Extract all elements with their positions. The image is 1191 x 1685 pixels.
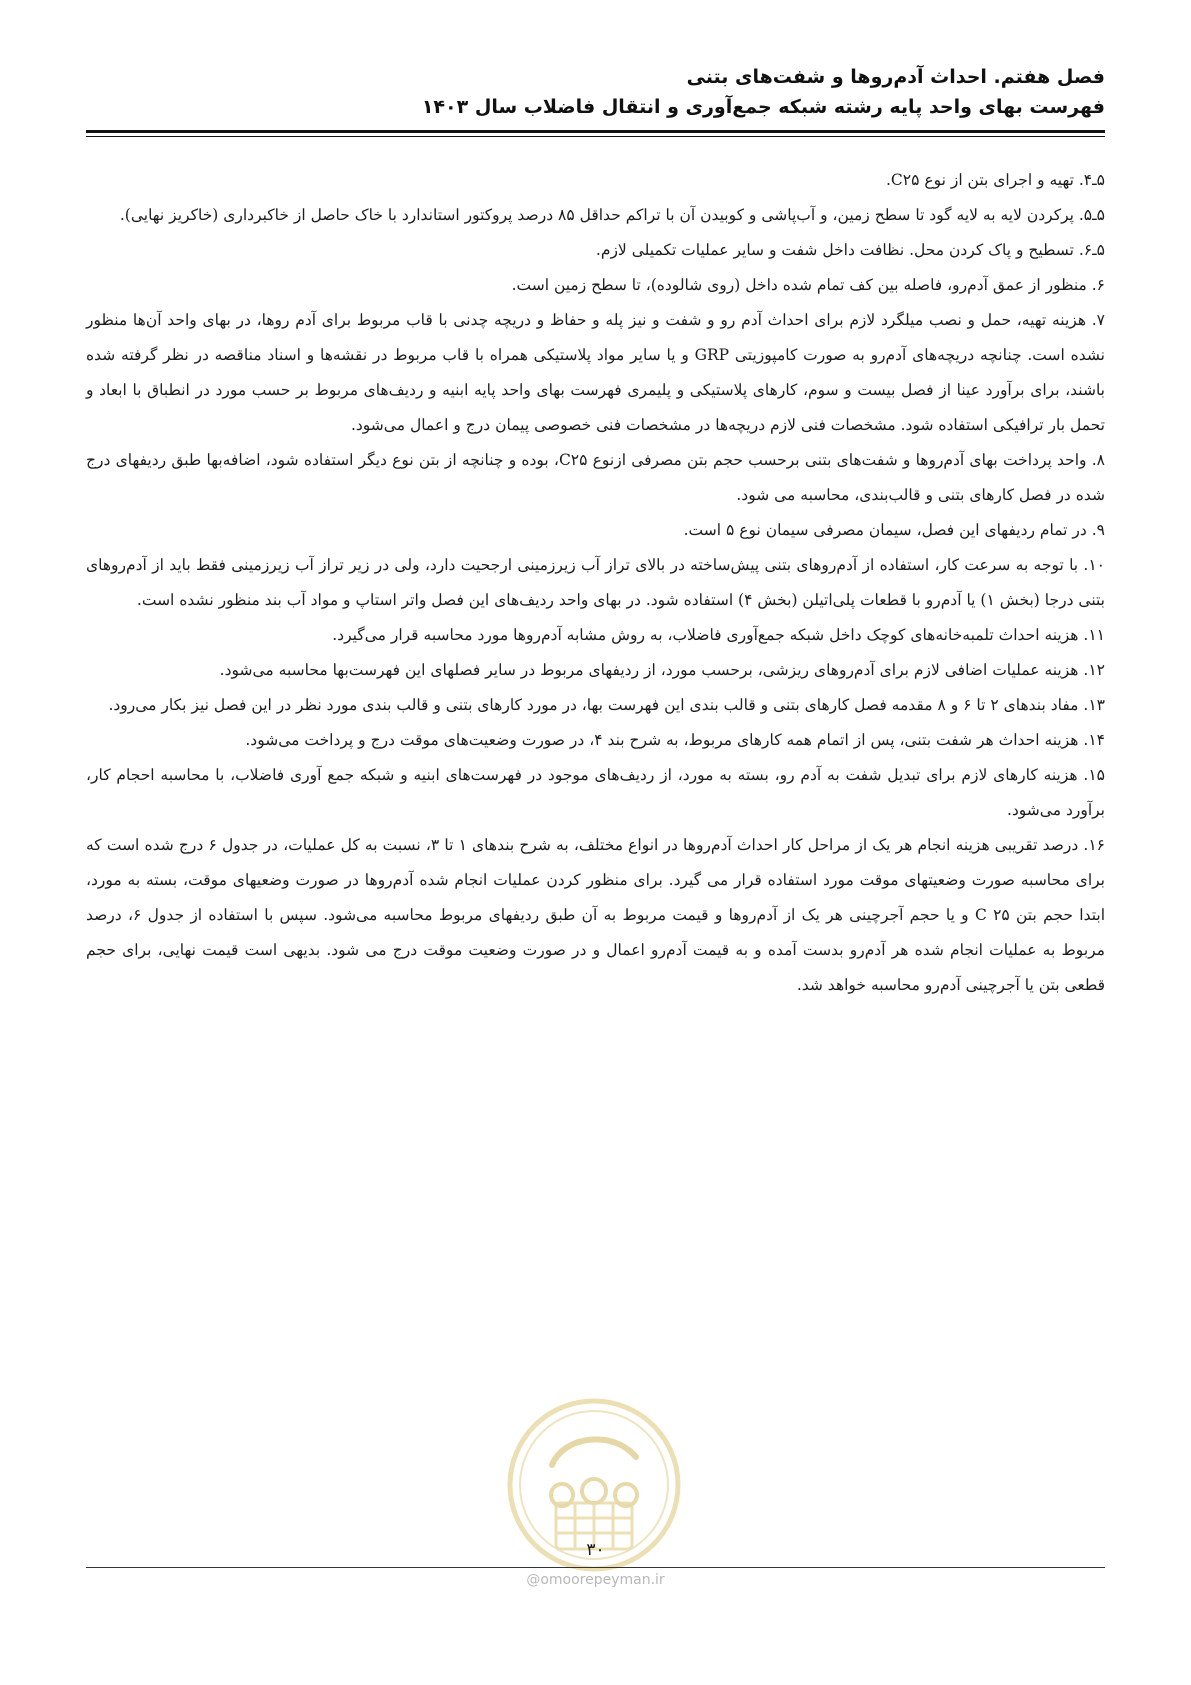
page-header (86, 62, 1105, 122)
watermark-url: @omoorepeyman.ir (526, 1572, 665, 1588)
document-body (86, 163, 1105, 1003)
paragraph-10: ۱۰. با توجه به سرعت کار، استفاده از آدم‌روهای بتنی پیش‌ساخته در بالای تراز آب زیرزمینی ارجحیت دارد، ولی در زیر تراز آب زیرزمینی فقط باید از آدم‌روهای بتنی درجا (بخش ۱) یا آدم‌رو با قطعات پلی‌اتیلن (بخش ۴) استفاده شود. در بهای واحد ردیف‌های این فصل واتر استاپ و مواد آب بند منظور نشده است. (86, 556, 1105, 609)
paragraph-8: ۸. واحد پرداخت بهای آدم‌روها و شفت‌های بتنی برحسب حجم بتن مصرفی ازنوع C۲۵، بوده و چنانچه از بتن نوع دیگر استفاده شود، اضافه‌بها طبق ردیفهای درج شده در فصل کارهای بتنی و قالب‌بندی، محاسبه می شود. (86, 451, 1105, 504)
paragraph-5-4: ۵ـ۴. تهیه و اجرای بتن از نوع C۲۵. (885, 171, 1105, 189)
page-number: ۳۰ (586, 1540, 605, 1560)
paragraph-15: ۱۵. هزینه کارهای لازم برای تبدیل شفت به آدم رو، بسته به مورد، از ردیف‌های موجود در فهرست‌های ابنیه و شبکه جمع آوری فاضلاب، با محاسبه احجام کار، برآورد می‌شود. (86, 766, 1105, 819)
paragraph-13: ۱۳. مفاد بندهای ۲ تا ۶ و ۸ مقدمه فصل کارهای بتنی و قالب بندی این فهرست بها، در مورد کارهای بتنی و قالب بندی مورد نظر در این فصل نیز بکار می‌رود. (108, 696, 1105, 714)
paragraph-16: ۱۶. درصد تقریبی هزینه انجام هر یک از مراحل کار احداث آدم‌روها در انواع مختلف، به شرح بندهای ۱ تا ۳، نسبت به کل عملیات، در جدول ۶ درج شده است که برای محاسبه صورت وضعیتهای موقت مورد استفاده قرار می گیرد. برای منظور کردن عملیات انجام شده آدم‌روها در صورت وضعیهای موقت، بسته به مورد، ابتدا حجم بتن C ۲۵ و یا حجم آجرچینی هر یک از آدم‌روها و قیمت مربوط به آن طبق ردیفهای مربوط محاسبه می‌شود. سپس با استفاده از جدول ۶، درصد مربوط به عملیات انجام شده هر آدم‌رو بدست آمده و به قیمت آدم‌رو اعمال و در صورت وضعیت موقت درج می شود. بدیهی است قیمت نهایی، برای حجم قطعی بتن یا آجرچینی آدم‌رو محاسبه خواهد شد. (86, 836, 1105, 994)
paragraph-14: ۱۴. هزینه احداث هر شفت بتنی، پس از اتمام همه کارهای مربوط، به شرح بند ۴، در صورت وضعیت‌های موقت درج و پرداخت می‌شود. (245, 731, 1105, 749)
chapter-title: فصل هفتم. احداث آدم‌روها و شفت‌های بتنی (686, 66, 1105, 88)
paragraph-12: ۱۲. هزینه عملیات اضافی لازم برای آدم‌روهای ریزشی، برحسب مورد، از ردیفهای مربوط در سایر فصلهای این فهرست‌بها محاسبه می‌شود. (219, 661, 1105, 679)
paragraph-5-5: ۵ـ۵. پرکردن لایه به لایه گود تا سطح زمین، و آب‌پاشی و کوبیدن آن با تراکم حداقل ۸۵ درصد پروکتور استاندارد با خاک حاصل از خاکبرداری (خاکریز نهایی). (119, 206, 1105, 224)
paragraph-7: ۷. هزینه تهیه، حمل و نصب میلگرد لازم برای احداث آدم رو و شفت و نیز پله و حفاظ و دریچه چدنی با قاب مربوط برای آدم روها، در بهای واحد آن‌ها منظور نشده است. چنانچه دریچه‌های آدم‌رو به صورت کامپوزیتی GRP و یا سایر مواد پلاستیکی همراه با قاب مربوط در نقشه‌ها و اسناد مناقصه در نظر گرفته شده باشند، برای برآورد عینا از فصل بیست و سوم، کارهای پلاستیکی و پلیمری فهرست بهای واحد پایه ابنیه و ردیف‌های مربوط بر حسب مورد در انطباق با ابعاد و تحمل بار ترافیکی استفاده شود. مشخصات فنی لازم دریچه‌ها در مشخصات فنی خصوصی پیمان درج و اعمال می‌شود. (86, 311, 1105, 434)
header-rule-thick (86, 130, 1105, 133)
header-rule-thin (86, 136, 1105, 137)
paragraph-5-6: ۵ـ۶. تسطیح و پاک کردن محل. نظافت داخل شفت و سایر عملیات تکمیلی لازم. (595, 241, 1105, 259)
footer-rule (86, 1567, 1105, 1568)
paragraph-9: ۹. در تمام ردیفهای این فصل، سیمان مصرفی سیمان نوع ۵ است. (683, 521, 1105, 539)
paragraph-11: ۱۱. هزینه احداث تلمبه‌خانه‌های کوچک داخل شبکه جمع‌آوری فاضلاب، به روش مشابه آدم‌روها مورد محاسبه قرار می‌گیرد. (332, 626, 1105, 644)
paragraph-6: ۶. منظور از عمق آدم‌رو، فاصله بین کف تمام شده داخل (روی شالوده)، تا سطح زمین است. (511, 276, 1105, 294)
document-title: فهرست بهای واحد پایه رشته شبکه جمع‌آوری و انتقال فاضلاب سال ۱۴۰۳ (421, 96, 1105, 118)
